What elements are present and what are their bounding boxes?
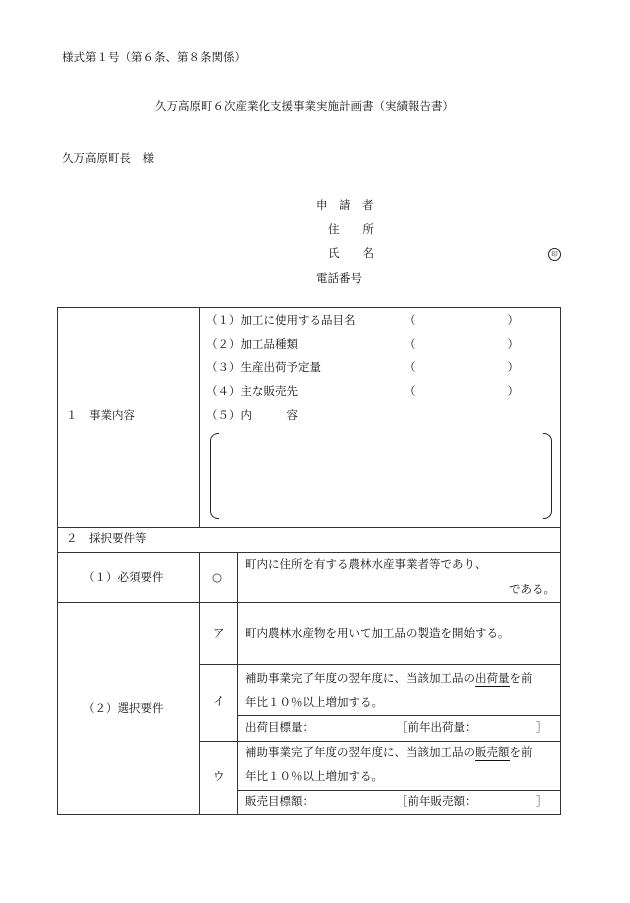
item-label: （４）主な販売先: [206, 384, 298, 398]
name-label: 氏 名: [328, 246, 374, 260]
shipment-target-label: 出荷目標量：: [245, 720, 314, 734]
content-input-area[interactable]: [210, 433, 552, 519]
option-i-line1-post: を前: [509, 671, 533, 685]
option-u-line1-pre: 補助事業完了年度の翌年度に、当該加工品の: [245, 745, 475, 759]
document-title: 久万高原町６次産業化支援事業実施計画書（実績報告書）: [155, 99, 454, 113]
option-u-line2: 年比１０％以上増加する。: [245, 769, 383, 783]
option-i-line2: 年比１０％以上増加する。: [245, 695, 383, 709]
option-u-line1: [245, 747, 533, 759]
required-text-line1: 町内に住所を有する農林水産事業者等であり、: [245, 557, 487, 571]
form-number: 様式第１号（第６条、第８条関係）: [62, 50, 246, 64]
sales-target-label: 販売目標額：: [245, 794, 314, 808]
option-i-line1-pre: 補助事業完了年度の翌年度に、当該加工品の: [245, 671, 475, 685]
item-label: （３）生産出荷予定量: [206, 360, 321, 374]
item-label: （２）加工品種類: [206, 337, 298, 351]
item-value[interactable]: （ ）: [404, 360, 519, 374]
prev-sales-label: ［前年販売額：: [396, 794, 477, 808]
option-i-mark: イ: [213, 694, 225, 708]
adoption-requirements-label: ２ 採択要件等: [66, 531, 147, 545]
required-requirement-label: （１）必須要件: [83, 570, 164, 584]
option-u-mark: ウ: [213, 769, 225, 783]
option-i-line1: [245, 673, 533, 685]
selective-requirement-label: （２）選択要件: [83, 701, 164, 715]
phone-label: 電話番号: [316, 271, 362, 285]
prev-sales-close: ］: [536, 794, 548, 808]
address-label: 住 所: [328, 222, 374, 236]
item-label: （１）加工に使用する品目名: [206, 313, 356, 327]
applicant-label: 申 請 者: [316, 198, 374, 212]
prev-shipment-close: ］: [536, 720, 548, 734]
option-a-text: 町内農林水産物を用いて加工品の製造を開始する。: [245, 626, 510, 640]
required-mark: ○: [212, 570, 223, 584]
right-bracket: [543, 433, 552, 519]
content-label: （５）内 容: [206, 408, 298, 422]
required-text-line2: である。: [509, 582, 555, 596]
item-value[interactable]: （ ）: [404, 313, 519, 327]
left-bracket: [210, 433, 219, 519]
option-i-underlined: 出荷量: [475, 671, 510, 685]
option-u-underlined: 販売額: [475, 745, 510, 759]
seal-mark: 印: [548, 248, 561, 261]
business-content-label: １ 事業内容: [66, 408, 135, 422]
option-u-line1-post: を前: [509, 745, 533, 759]
item-value[interactable]: （ ）: [404, 384, 519, 398]
item-value[interactable]: （ ）: [404, 337, 519, 351]
prev-shipment-label: ［前年出荷量：: [396, 720, 477, 734]
addressee: 久万高原町長 様: [62, 151, 154, 165]
option-a-mark: ア: [213, 626, 225, 640]
